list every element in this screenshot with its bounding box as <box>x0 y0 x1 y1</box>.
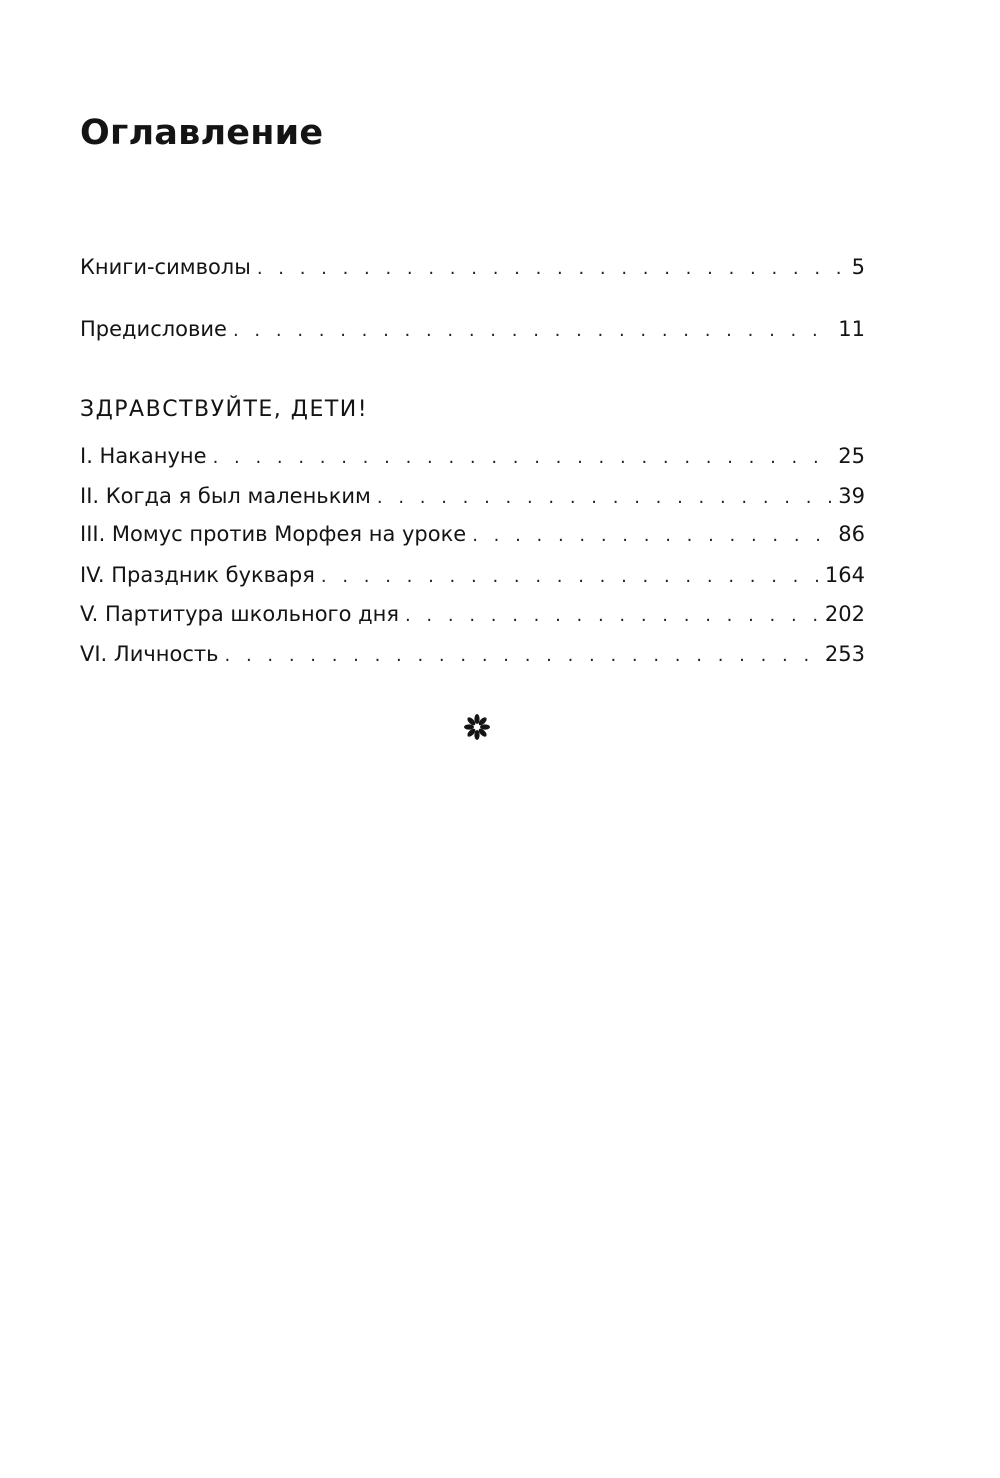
toc-entry-label: Книги-символы <box>80 255 251 279</box>
toc-leader-dots <box>233 320 832 342</box>
toc-leader-dots <box>377 487 832 509</box>
toc-chapter-entry[interactable] <box>80 642 865 667</box>
toc-entry[interactable] <box>80 317 865 342</box>
toc-chapter-entry[interactable] <box>80 444 865 469</box>
toc-chapter-entry[interactable] <box>80 484 865 509</box>
page-title: Оглавление <box>80 113 324 153</box>
toc-entry-label: IV. Праздник букваря <box>80 563 315 587</box>
toc-entry-page: 86 <box>838 522 865 546</box>
toc-entry-page: 25 <box>838 444 865 468</box>
toc-leader-dots <box>472 525 832 547</box>
toc-leader-dots <box>321 566 819 588</box>
toc-entry-label: VI. Личность <box>80 642 219 666</box>
toc-entry-label: V. Партитура школьного дня <box>80 602 399 626</box>
toc-entry-page: 253 <box>824 642 865 666</box>
toc-chapter-entry[interactable] <box>80 522 865 547</box>
section-heading: ЗДРАВСТВУЙТЕ, ДЕТИ! <box>80 397 369 422</box>
toc-entry-label: Предисловие <box>80 317 227 341</box>
toc-entry-page: 39 <box>838 484 865 508</box>
toc-entry-page: 11 <box>838 317 865 341</box>
toc-entry-label: II. Когда я был маленьким <box>80 484 371 508</box>
toc-entry-label: I. Накануне <box>80 444 207 468</box>
toc-entry-page: 164 <box>824 563 865 587</box>
toc-leader-dots <box>225 645 819 667</box>
toc-leader-dots <box>257 258 846 280</box>
toc-chapter-entry[interactable] <box>80 563 865 588</box>
toc-entry-page: 202 <box>824 602 865 626</box>
toc-chapter-entry[interactable] <box>80 602 865 627</box>
toc-entry-page: 5 <box>851 255 865 279</box>
toc-entry-label: III. Момус против Морфея на уроке <box>80 522 467 546</box>
toc-entry[interactable] <box>80 255 865 280</box>
flower-ornament-icon <box>462 712 492 742</box>
toc-leader-dots <box>213 447 833 469</box>
toc-leader-dots <box>405 605 819 627</box>
